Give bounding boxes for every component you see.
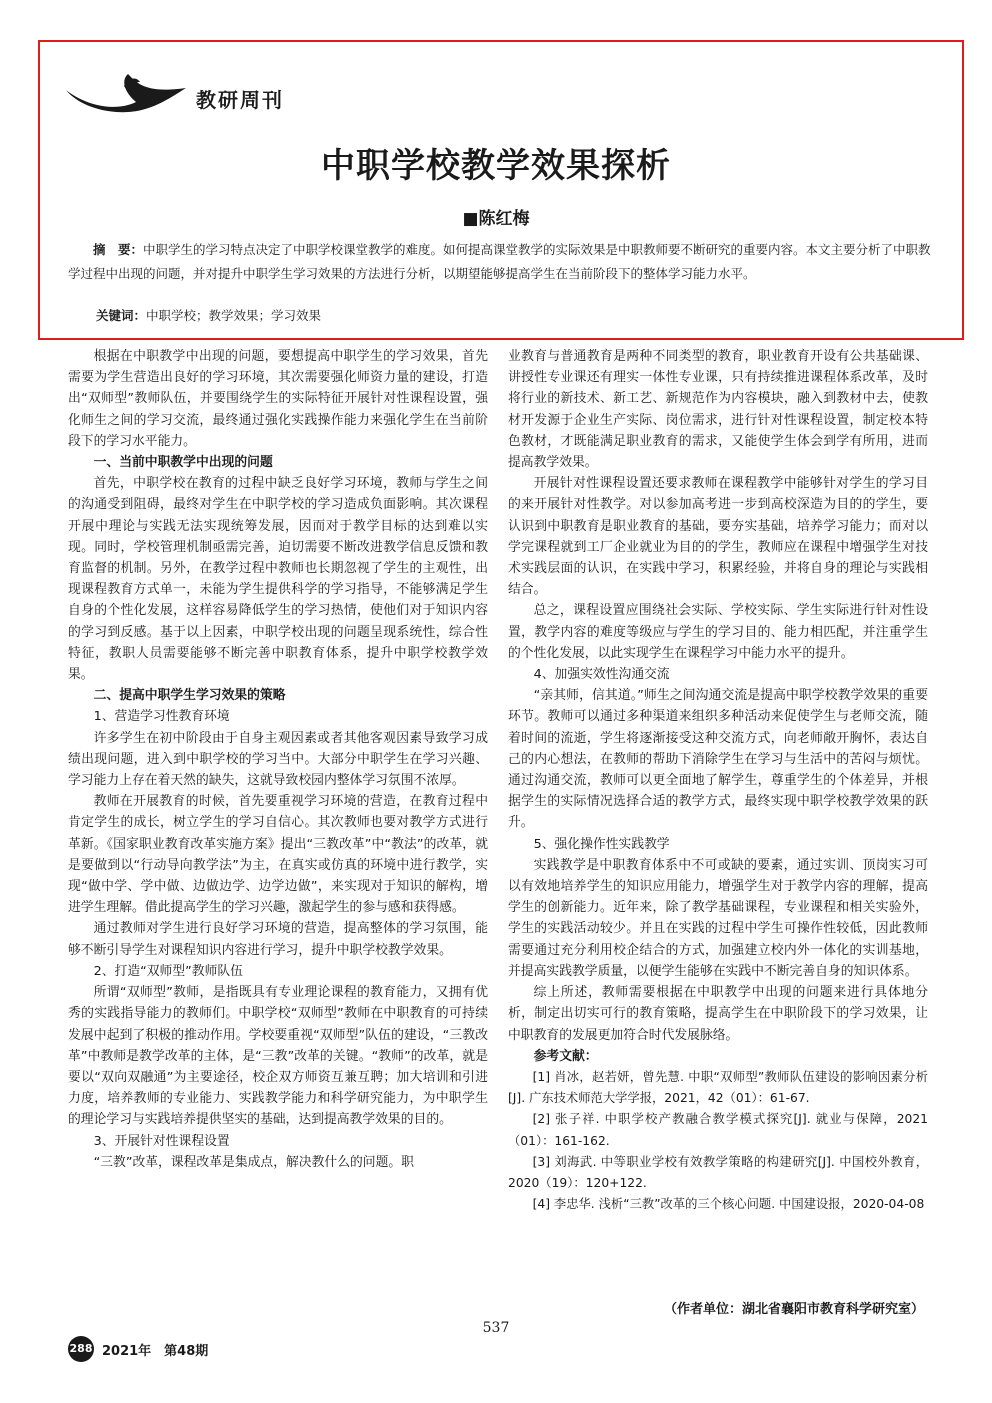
abstract-label: 摘 要： [93, 242, 144, 257]
reference-item: [2] 张子祥. 中职学校产教融合教学模式探究[J]. 就业与保障，2021（01）：161-162. [508, 1112, 928, 1148]
page-number: 537 [482, 1320, 510, 1336]
keywords-text: 中职学校；教学效果；学习效果 [146, 308, 322, 323]
page-badge: 288 [68, 1336, 94, 1362]
paragraph: 教师在开展教育的时候，首先要重视学习环境的营造，在教育过程中肯定学生的成长，树立学生的学习自信心。其次教师也要对教学方式进行革新。《国家职业教育改革实施方案》提出“三教改革”中“教法”的改革，就是要做到以“行动导向教学法”为主，在真实或仿真的环境中进行教学，实现“做中学、学中做、边做边学、边学边做”，来实现对于知识的解构，增进学生理解。借此提高学生的学习兴趣，激起学生的参与感和获得感。 [68, 794, 488, 916]
paragraph: 所谓“双师型”教师，是指既具有专业理论课程的教育能力，又拥有优秀的实践指导能力的教师们。中职学校“双师型”教师在中职教育的可持续发展中起到了积极的推动作用。学校要重视“双师型”队伍的建设，“三教改革”中教师是教学改革的主体，是“三教”改革的关键。“教师”的改革，就是要以“双向双融通”为主要途径，校企双方师资互兼互聘；加大培训和引进力度，培养教师的专业能力、实践教学能力和科学研究能力，为中职学生的理论学习与实践培养提供坚实的基础，达到提高教学效果的目的。 [68, 985, 488, 1128]
paragraph: 业教育与普通教育是两种不同类型的教育，职业教育开设有公共基础课、讲授性专业课还有理实一体性专业课，只有持续推进课程体系改革，及时将行业的新技术、新工艺、新规范作为内容模块，融入到教材中去，使教材开发源于企业生产实际、岗位需求，进行针对性课程设置，制定校本特色教材，才既能满足职业教育的需求，又能使学生体会到学有所用，进而提高教学效果。 [508, 349, 928, 471]
paragraph: “亲其师，信其道。”师生之间沟通交流是提高中职学校教学效果的重要环节。教师可以通过多种渠道来组织多种活动来促使学生与老师交流，随着时间的流逝，学生将逐渐接受这种交流方式，向老师敞开胸怀，表达自己的内心想法，在教师的帮助下消除学生在学习与生活中的苦闷与烦忧。通过沟通交流，教师可以更全面地了解学生，尊重学生的个体差异，并根据学生的实际情况选择合适的教学方式，最终实现中职学校教学效果的跃升。 [508, 688, 928, 831]
abstract [68, 238, 938, 286]
article-title: 中职学校教学效果探析 [321, 146, 671, 186]
journal-logo [66, 72, 186, 114]
paragraph: 实践教学是中职教育体系中不可或缺的要素，通过实训、顶岗实习可以有效地培养学生的知识应用能力，增强学生对于教学内容的理解，提高学生的创新能力。近年来，除了教学基础课程，专业课程和相关实验外，学生的实践活动较少。并且在实践的过程中学生可操作性较低，因此教师需要通过充分利用校企结合的方式，加强建立校内外一体化的实训基地，并提高实践教学质量，以便学生能够在实践中不断完善自身的知识体系。 [508, 857, 928, 979]
issue-label: 2021年 第48期 [102, 1343, 209, 1359]
paragraph: 许多学生在初中阶段由于自身主观因素或者其他客观因素导致学习成绩出现问题，进入到中职学校的学习当中。大部分中职学生在学习兴趣、学习能力上存在着天然的缺失，这就导致校园内整体学习氛围不浓厚。 [68, 730, 488, 789]
paragraph: 5、强化操作性实践教学 [533, 836, 670, 852]
reference-item: [3] 刘海武. 中等职业学校有效教学策略的构建研究[J]. 中国校外教育，2020（19）：120+122. [508, 1154, 928, 1190]
author-name: ■陈红梅 [462, 209, 530, 229]
paragraph: 3、开展针对性课程设置 [93, 1133, 230, 1149]
left-column [68, 346, 488, 1173]
abstract-text: 中职学生的学习特点决定了中职学校课堂教学的难度。如何提高课堂教学的实际效果是中职教师要不断研究的重要内容。本文主要分析了中职教学过程中出现的问题，并对提升中职学生学习效果的方法进行分析，以期望能够提高学生在当前阶段下的整体学习能力水平。 [68, 242, 931, 281]
author-affiliation: （作者单位：湖北省襄阳市教育科学研究室） [663, 1302, 924, 1317]
section-heading: 参考文献： [533, 1048, 598, 1064]
paragraph: 根据在中职教学中出现的问题，要想提高中职学生的学习效果，首先需要为学生营造出良好的学习环境，其次需要强化师资力量的建设，打造出“双师型”教师队伍，并要围绕学生的实际特征开展针对性课程设置，强化师生之间的学习交流，最终通过强化实践操作能力来强化学生在当前阶段下的学习水平能力。 [68, 349, 488, 449]
keywords [96, 306, 321, 324]
paragraph: 1、营造学习性教育环境 [93, 709, 230, 725]
journal-name: 教研周刊 [196, 88, 284, 112]
reference-item: [1] 肖冰，赵若妍，曾先慧. 中职“双师型”教师队伍建设的影响因素分析[J]. 广东技术师范大学学报，2021，42（01）：61-67. [508, 1069, 928, 1106]
paragraph: 综上所述，教师需要根据在中职教学中出现的问题来进行具体地分析，制定出切实可行的教育策略，提高学生在中职阶段下的学习效果，让中职教育的发展更加符合时代发展脉络。 [508, 985, 928, 1043]
right-column [508, 346, 928, 1215]
paragraph: 4、加强实效性沟通交流 [533, 667, 670, 683]
paragraph: “三教”改革，课程改革是集成点，解决教什么的问题。职 [93, 1154, 414, 1170]
paragraph: 总之，课程设置应围绕社会实际、学校实际、学生实际进行针对性设置，教学内容的难度等级应与学生的学习目的、能力相匹配，并注重学生的个性化发展，以此实现学生在课程学习中能力水平的提升。 [508, 603, 928, 661]
footer [68, 1336, 208, 1362]
keywords-label: 关键词： [96, 308, 147, 323]
section-heading: 二、提高中职学生学习效果的策略 [93, 688, 286, 704]
paragraph: 首先，中职学校在教育的过程中缺乏良好学习环境，教师与学生之间的沟通受到阻碍，最终对学生在中职学校的学习造成负面影响。其次课程开展中理论与实践无法实现统筹发展，因而对于教学目标的达到难以实现。同时，学校管理机制亟需完善，迫切需要不断改进教学信息反馈和教育监督的机制。另外，在教学过程中教师也长期忽视了学生的主观性，出现课程教育方式单一，未能为学生提供科学的学习指导，不能够满足学生自身的个性化发展，这样容易降低学生的学习热情，使他们对于知识内容的学习到反感。基于以上因素，中职学校出现的问题呈现系统性，综合性特征，教职人员需要能够不断完善中职教育体系，提升中职学校教学效果。 [68, 476, 488, 683]
paragraph: 2、打造“双师型”教师队伍 [93, 963, 243, 979]
reference-item: [4] 李忠华. 浅析“三教”改革的三个核心问题. 中国建设报，2020-04-08 [532, 1197, 925, 1212]
section-heading: 一、当前中职教学中出现的问题 [93, 455, 273, 471]
paragraph: 通过教师对学生进行良好学习环境的营造，提高整体的学习氛围，能够不断引导学生对课程知识内容进行学习，提升中职学校教学效果。 [68, 921, 488, 958]
paragraph: 开展针对性课程设置还要求教师在课程教学中能够针对学生的学习目的来开展针对性教学。对以参加高考进一步到高校深造为目的的学生，要认识到中职教育是职业教育的基础，要夯实基础，培养学习能力；而对以学完课程就到工厂企业就业为目的的学生，教师应在课程中增强学生对技术实践层面的认识，在实践中学习，积累经验，并将自身的理论与实践相结合。 [508, 476, 928, 598]
